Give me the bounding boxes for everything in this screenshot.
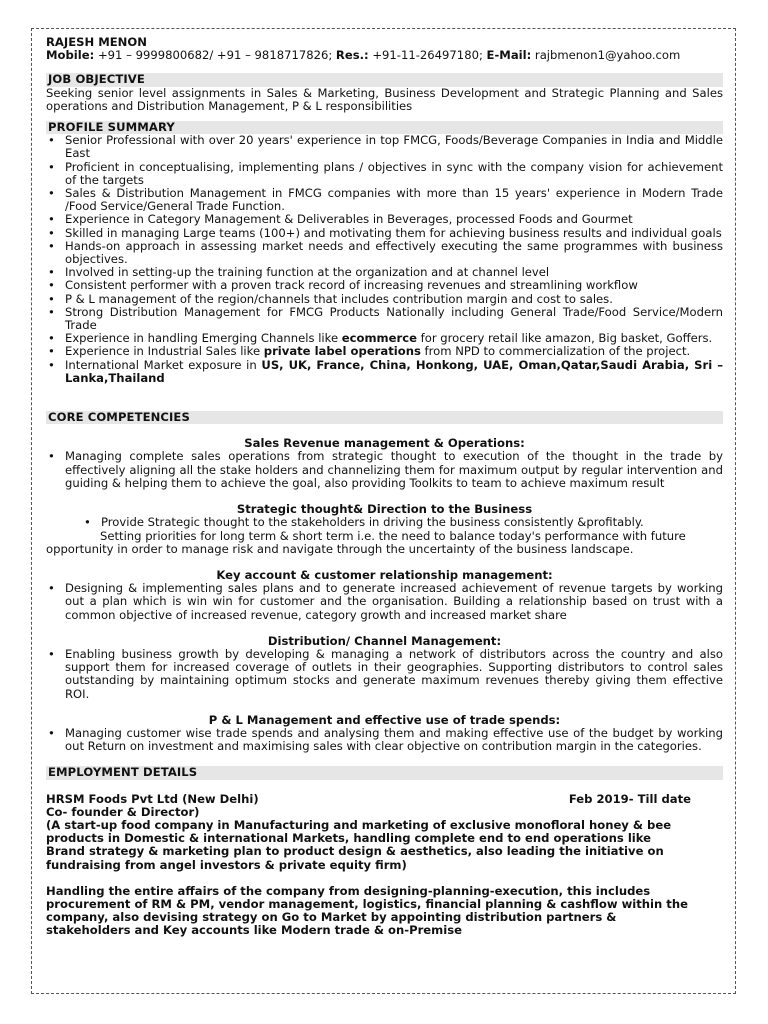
list-item: • Proficient in conceptualising, implementing plans / objectives in sync with the company vision for achievement of the targets <box>46 161 723 187</box>
list-item: • Enabling business growth by developing & managing a network of distributors across the country and also support them for increased coverage of outlets in their geographies. Supporting distributors to control sales outstanding by maintaining optimum stocks and generate maximum revenues thereby giving them effective ROI. <box>46 648 723 701</box>
mobile-value: +91 – 9999800682/ +91 – 9818717826; <box>97 48 333 63</box>
contact-line <box>46 49 723 62</box>
strategic-thought-paragraph: Setting priorities for long term & short term i.e. the need to balance today's performance with future opportunity in order to manage risk and navigate through the uncertainty of the business landscape. <box>46 528 686 556</box>
list-item: • Sales & Distribution Management in FMCG companies with more than 15 years' experience in Modern Trade /Food Service/General Trade Function. <box>46 187 723 213</box>
list-item: • Hands-on approach in assessing market needs and effectively executing the same programmes with business objectives. <box>46 240 723 266</box>
list-item: • Experience in Category Management & Deliverables in Beverages, processed Foods and Gourmet <box>46 213 723 226</box>
email-label: E-Mail: <box>486 48 532 63</box>
profile-summary-heading: PROFILE SUMMARY <box>46 121 723 134</box>
res-value: +91-11-26497180; <box>372 48 483 63</box>
strategic-thought-title: Strategic thought& Direction to the Business <box>236 502 533 517</box>
industrial-pre: Experience in Industrial Sales like <box>65 344 264 359</box>
employment-heading: EMPLOYMENT DETAILS <box>46 766 723 779</box>
ecommerce-bold: ecommerce <box>341 331 417 346</box>
employment-responsibilities: Handling the entire affairs of the company from designing-planning-execution, this includes procurement of RM & PM, vendor management, logistics, financial planning & cashflow within the company, also devising strategy on Go to Market by appointing distribution partners & stakeholders and Key accounts like Modern trade & on-Premise <box>46 883 688 938</box>
res-label: Res.: <box>335 48 369 63</box>
list-item: • Managing complete sales operations from strategic thought to execution of the thought in the trade by effectively aligning all the stake holders and channelizing them for maximum output by regular intervention and guiding & helping them to achieve the goal, also providing Toolkits to team to achieve maximum result <box>46 450 723 490</box>
distribution-list <box>46 648 723 701</box>
sales-revenue-title: Sales Revenue management & Operations: <box>244 436 525 451</box>
job-objective-heading: JOB OBJECTIVE <box>46 73 723 86</box>
list-item: • Managing customer wise trade spends and analysing them and making effective use of the budget by working out Return on investment and maximising sales with clear objective on contribution margin in the categories. <box>46 727 723 753</box>
list-item: • Designing & implementing sales plans and to generate increased achievement of revenue targets by working out a plan which is win win for customer and the organisation. Building a relationship based on trust with a common objective of increased revenue, category growth and increased market share <box>46 582 723 622</box>
sales-revenue-list <box>46 450 723 490</box>
profile-summary-list <box>46 134 723 385</box>
distribution-title: Distribution/ Channel Management: <box>267 633 502 648</box>
strategic-thought-list <box>46 516 723 529</box>
job-objective-text: Seeking senior level assignments in Sales & Marketing, Business Development and Strategic Planning and Sales operations and Distribution Management, P & L responsibilities <box>46 85 723 113</box>
list-item <box>46 359 723 385</box>
candidate-name: RAJESH MENON <box>46 35 147 49</box>
employment-dates: Feb 2019- Till date <box>568 791 691 806</box>
industrial-post: from NPD to commercialization of the project. <box>420 344 691 359</box>
list-item: • P & L management of the region/channels that includes contribution margin and cost to sales. <box>46 293 723 306</box>
key-account-title: Key account & customer relationship management: <box>216 567 553 582</box>
email-value: rajbmenon1@yahoo.com <box>534 48 681 63</box>
ecommerce-pre: Experience in handling Emerging Channels like <box>65 331 342 346</box>
intl-bold: US, UK, France, China, Honkong, UAE, Oman,Qatar,Saudi Arabia, Sri – Lanka,Thailand <box>65 357 723 385</box>
mobile-label: Mobile: <box>46 48 95 63</box>
core-competencies-heading: CORE COMPETENCIES <box>46 411 723 424</box>
list-item: • Strong Distribution Management for FMCG Products Nationally including General Trade/Food Service/Modern Trade <box>46 306 723 332</box>
employment-role: Co- founder & Director) <box>46 804 200 819</box>
list-item: • Provide Strategic thought to the stakeholders in driving the business consistently &profitably. <box>82 516 723 529</box>
employment-header-row <box>46 793 691 806</box>
key-account-list <box>46 582 723 622</box>
industrial-bold: private label operations <box>263 344 421 359</box>
intl-pre: International Market exposure in <box>65 357 262 372</box>
ecommerce-post: for grocery retail like amazon, Big basket, Goffers. <box>416 331 713 346</box>
list-item: • Senior Professional with over 20 years' experience in top FMCG, Foods/Beverage Companies in India and Middle East <box>46 134 723 160</box>
pl-management-title: P & L Management and effective use of trade spends: <box>208 712 561 727</box>
pl-management-list <box>46 727 723 753</box>
list-item: • Consistent performer with a proven track record of increasing revenues and streamlining workflow <box>46 279 723 292</box>
employment-description: (A start-up food company in Manufacturing and marketing of exclusive monofloral honey & bee products in Domestic & international Markets, handling complete end to end operations like Brand strategy & marketing plan to product design & aesthetics, also leading the initiative on fundraising from angel investors & private equity firm) <box>46 817 672 872</box>
employment-entry <box>46 793 723 938</box>
list-item: • Involved in setting-up the training function at the organization and at channel level <box>46 266 723 279</box>
list-item: • Skilled in managing Large teams (100+) and motivating them for achieving business results and individual goals <box>46 227 723 240</box>
company-name: HRSM Foods Pvt Ltd (New Delhi) <box>46 791 259 806</box>
resume-document <box>46 36 723 938</box>
